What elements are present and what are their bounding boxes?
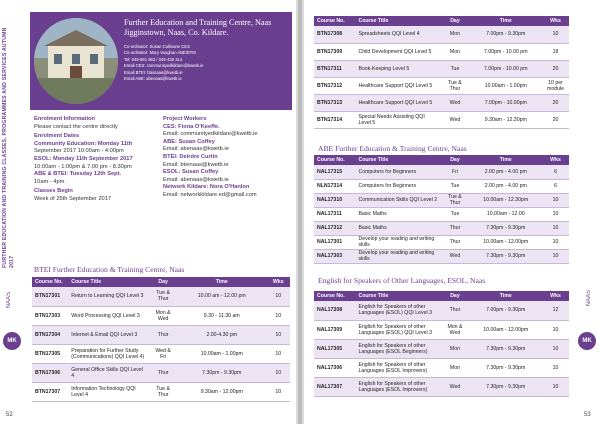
table-cell: Tue [440,207,469,221]
column-header: Wks [542,291,569,301]
table-cell: Tue & Thur [149,287,177,306]
column-header: Course No. [32,277,68,287]
table-cell: Mon [440,339,469,358]
table-cell: 10 [267,306,290,325]
table-header-row [314,155,569,165]
info-line: Network Kildare: Nora O'Hanlon [163,184,250,191]
btei-course-table [32,277,290,402]
table-row [314,193,569,207]
table-cell: Basic Maths [355,207,440,221]
table-cell: 10 per module [542,77,569,94]
table-cell: General Office Skills QQI Level 4 [68,363,149,382]
column-header: Time [469,291,542,301]
side-tag-naas: NAAS [586,290,592,307]
column-header: Time [469,16,542,26]
info-line: BTEI: Deirdre Curtin [163,153,218,160]
table-row [32,287,290,306]
table-cell: English for Speakers of other Languages (ESOL Beginners) [355,339,440,358]
table-cell: 7.00pm - 9.30pm [469,301,542,320]
section-title-abe: ABE Further Education & Training Centre, Naas [318,144,467,153]
table-cell: 10 [542,358,569,377]
table-cell: BTN17305 [32,344,68,363]
table-row [314,77,569,94]
table-cell: English for Speakers of other Languages (ESOL Improvers) [355,377,440,396]
table-cell: English for Speakers of other Languages (ESOL) QQI Level 3 [355,320,440,339]
info-line: ABE: Susan Coffey [163,138,215,145]
table-cell: 9.30 - 11.30 am [177,306,267,325]
table-cell: Develop your reading and writing skills [355,249,440,263]
table-cell: NAL17310 [314,193,355,207]
table-cell: Book-Keeping Level 5 [355,60,440,77]
info-line: ESOL: Susan Coffey [163,169,219,176]
table-cell: 6 [542,165,569,179]
table-cell: 10 [267,344,290,363]
info-line: Classes Begin [34,188,73,195]
column-header: Course No. [314,16,355,26]
info-line: Email: abenaas@kwetb.ie [163,176,229,183]
contact-line: Co-ordinator: Mary Vaughan ABE/BTEI [124,50,197,56]
centre-name: Further Education and Training Centre, Naas [124,18,272,27]
abe-course-table [314,155,569,264]
table-cell: Return to Learning QQI Level 3 [68,287,149,306]
info-line: ABE & BTEI: Tuesday 12th Sept. [34,171,122,178]
table-row [314,207,569,221]
table-cell: Tue & Thur [149,382,177,401]
table-cell: Healthcare Support QQI Level 5 [355,94,440,111]
centre-title [124,18,271,38]
table-cell: 2.00 pm - 4.00 pm [469,165,542,179]
table-cell: 20 [542,94,569,111]
table-cell: BTN17306 [32,363,68,382]
table-cell: BTN17307 [32,382,68,401]
column-header: Wks [542,155,569,165]
table-cell: Information Technology QQI Level 4 [68,382,149,401]
table-cell: Thur [440,301,469,320]
table-row [314,339,569,358]
table-row [32,325,290,344]
table-cell: 10 [542,221,569,235]
table-cell: 6 [542,179,569,193]
table-row [314,26,569,43]
contact-line: Tel: 045-861 863 / 045-436 314 [124,56,183,62]
table-cell: 7.00pm - 10.00 pm [469,60,542,77]
building-photo [34,18,118,104]
table-cell: 10 [542,320,569,339]
table-cell: 7.30pm - 9.30pm [469,377,542,396]
table-header-row [32,277,290,287]
info-line: Week of 25th September 2017 [34,195,112,202]
table-row [314,320,569,339]
column-header: Wks [542,16,569,26]
esol-course-table [314,291,569,397]
table-cell: Special Needs Assisting QQI Level 5 [355,111,440,128]
table-cell: Thur [440,221,469,235]
table-cell: 2.00 pm - 4.00 pm [469,179,542,193]
book-spine [298,0,302,424]
table-cell: English for Speakers of other Languages (ESOL) QQI Level 3 [355,301,440,320]
table-cell: Spreadsheets QQI Level 4 [355,26,440,43]
table-cell: 10.00am - 12.00 [469,207,542,221]
table-cell: English for Speakers of other Languages (ESOL Improvers) [355,358,440,377]
table-cell: NAL17308 [314,301,355,320]
table-cell: 7.30pm - 9.30pm [177,363,267,382]
table-cell: Healthcare Support QQI Level 5 [355,77,440,94]
table-cell: Thur [149,363,177,382]
column-header: Wks [267,277,290,287]
table-row [314,111,569,128]
table-cell: 7.00pm - 10.00 pm [469,43,542,60]
contact-line: Co-ordinator: Susan Cullinane CES [124,44,190,49]
column-header: Course Title [68,277,149,287]
contact-line: Email BTEI: bteinaas@kwetb.ie [124,69,183,75]
info-line: 10am - 4pm. [34,178,66,185]
table-cell: NAL17307 [314,377,355,396]
column-header: Day [440,291,469,301]
table-cell: 10.00am - 1.00pm [469,77,542,94]
table-cell: BTN17303 [32,306,68,325]
table-cell: NAL17305 [314,339,355,358]
table-cell: Fri [440,165,469,179]
table-cell: Wed [440,111,469,128]
table-cell: Child Development QQI Level 5 [355,43,440,60]
table-cell: 10 [542,249,569,263]
table-cell: Develop your reading and writing skills [355,235,440,249]
table-cell: Mon & Wed [149,306,177,325]
page-number: 52 [6,412,13,418]
table-row [314,249,569,263]
info-line: CES: Fiona O'Keeffe. [163,123,220,130]
info-line: September 2017 10:00am - 4:00pm [34,148,124,155]
info-line: Email: abenaas@kwetb.ie [163,146,229,153]
table-cell: 10 [542,193,569,207]
column-header: Course Title [355,291,440,301]
column-header: Course No. [314,291,355,301]
section-title-esol: English for Speakers of Other Languages, ESOL, Naas [318,276,486,285]
table-row [314,301,569,320]
table-cell: 18 [542,43,569,60]
info-line: Email: communityedkildare@kwetb.ie [163,131,258,138]
table-cell: BTN17311 [314,60,355,77]
table-cell: Mon [440,358,469,377]
table-row [32,363,290,382]
column-header: Course Title [355,16,440,26]
table-cell: Communication Skills QQI Level 2 [355,193,440,207]
table-cell: BTN17313 [314,94,355,111]
info-line: Email: bteinaas@kwetb.ie [163,161,229,168]
right-page [304,0,600,424]
table-cell: 10 [542,207,569,221]
contact-lines [124,44,203,82]
side-tag-naas: NAAS [6,292,12,309]
table-cell: 10.00am - 12.00pm [469,320,542,339]
centre-address: Jigginstown, Naas, Co. Kildare. [124,28,229,37]
table-cell: BTN17301 [32,287,68,306]
circle-tag-mk: MK [578,332,596,350]
table-cell: 10 [542,377,569,396]
table-cell: Word Processing QQI Level 3 [68,306,149,325]
table-cell: BTN17308 [314,26,355,43]
table-cell: 10 [542,26,569,43]
table-cell: Computers for Beginners [355,165,440,179]
table-row [314,377,569,396]
table-cell: 7.30pm - 9.30pm [469,249,542,263]
table-cell: 7.00pm - 10.00pm [469,94,542,111]
table-row [314,165,569,179]
centre-header-card [30,12,292,110]
table-cell: 12 [542,301,569,320]
circle-tag-mk: MK [3,332,21,350]
table-cell: NAL17301 [314,235,355,249]
table-cell: 10 [267,363,290,382]
left-page [0,0,296,424]
table-cell: Mon & Wed [440,320,469,339]
table-row [32,382,290,401]
table-cell: BTN17312 [314,77,355,94]
table-row [32,306,290,325]
table-cell: 20 [542,60,569,77]
project-workers-info [163,116,293,200]
column-header: Day [440,16,469,26]
table-cell: NAL17309 [314,320,355,339]
table-cell: Tue [440,60,469,77]
table-cell: NAL17311 [314,207,355,221]
table-cell: 10 [542,339,569,358]
contact-line: Email ABE: abenaas@kwetb.ie [124,76,182,82]
info-line: Enrolment Dates [34,133,80,140]
table-row [32,344,290,363]
table-cell: 7.30pm - 9.30pm [469,339,542,358]
section-title-btei: BTEI Further Education & Training Centre, Naas [34,265,185,274]
table-cell: NAL17306 [314,358,355,377]
table-cell: 10.00am - 12.00pm [469,235,542,249]
table-row [314,221,569,235]
table-row [314,43,569,60]
table-cell: 10 [542,235,569,249]
enrolment-info [34,116,159,204]
page-number: 53 [584,412,591,418]
column-header: Time [177,277,267,287]
table-header-row [314,291,569,301]
info-line: Project Workers [163,116,207,122]
table-cell: NLN17314 [314,179,355,193]
table-cell: BTN17304 [32,325,68,344]
table-cell: 7.30pm - 9.30pm [469,358,542,377]
info-line: 10:00am - 1:00pm & 7.00 pm - 8.30pm [34,163,132,170]
table-cell: 9.30am - 12.00pm [177,382,267,401]
table-cell: Mon [440,43,469,60]
table-cell: 10.00am - 1.00pm [177,344,267,363]
table-cell: Wed [440,94,469,111]
table-cell: 20 [542,111,569,128]
table-header-row [314,16,569,26]
table-cell: 10.00 am - 12.00 pm [177,287,267,306]
column-header: Day [440,155,469,165]
column-header: Day [149,277,177,287]
table-cell: Preparation for Further Study (Communications) QQI Level 4) [68,344,149,363]
table-row [314,94,569,111]
table-cell: NAL17312 [314,221,355,235]
btei-course-table-continued [314,16,569,129]
column-header: Course Title [355,155,440,165]
table-cell: 9.30am - 12.30pm [469,111,542,128]
table-cell: NAL17303 [314,249,355,263]
column-header: Time [469,155,542,165]
contact-line: Email CES: communityedkildare@kwetb.ie [124,63,204,69]
info-line: Please contact the centre directly [34,123,118,130]
table-cell: Thur [440,235,469,249]
table-cell: NAL17315 [314,165,355,179]
table-cell: Thur [149,325,177,344]
info-line: Community Education: Monday 11th [34,140,133,147]
table-cell: Mon [440,26,469,43]
table-cell: 10 [267,325,290,344]
table-row [314,60,569,77]
table-cell: 10.00am - 12.30pm [469,193,542,207]
table-cell: 10 [267,382,290,401]
table-row [314,358,569,377]
table-cell: 7.00pm - 9.30pm [469,26,542,43]
table-cell: Tue & Thur [440,77,469,94]
table-cell: 7.30pm - 9.30pm [469,221,542,235]
table-cell: Wed [440,249,469,263]
table-cell: Wed & Fri [149,344,177,363]
table-cell: BTN17314 [314,111,355,128]
table-cell: Tue & Thur [440,193,469,207]
info-line: ESOL: Monday 11th September 2017 [34,155,133,162]
table-cell: Tue [440,179,469,193]
table-cell: Computers for Beginners [355,179,440,193]
table-row [314,235,569,249]
table-cell: Wed [440,377,469,396]
info-line: Email: networkkildare.ed@gmail.com [163,191,257,198]
table-cell: BTN17309 [314,43,355,60]
info-line: Enrolment Information [34,116,95,122]
column-header: Course No. [314,155,355,165]
table-cell: Basic Maths [355,221,440,235]
table-row [314,179,569,193]
sidebar-text: FURTHER EDUCATION AND TRAINING CLASSES, PROGRAMMES AND SERVICES AUTUMN 2017 [2,27,15,268]
table-cell: 2.00-4.30 pm [177,325,267,344]
table-cell: 10 [267,287,290,306]
table-cell: Internet & Email QQI Level 3 [68,325,149,344]
